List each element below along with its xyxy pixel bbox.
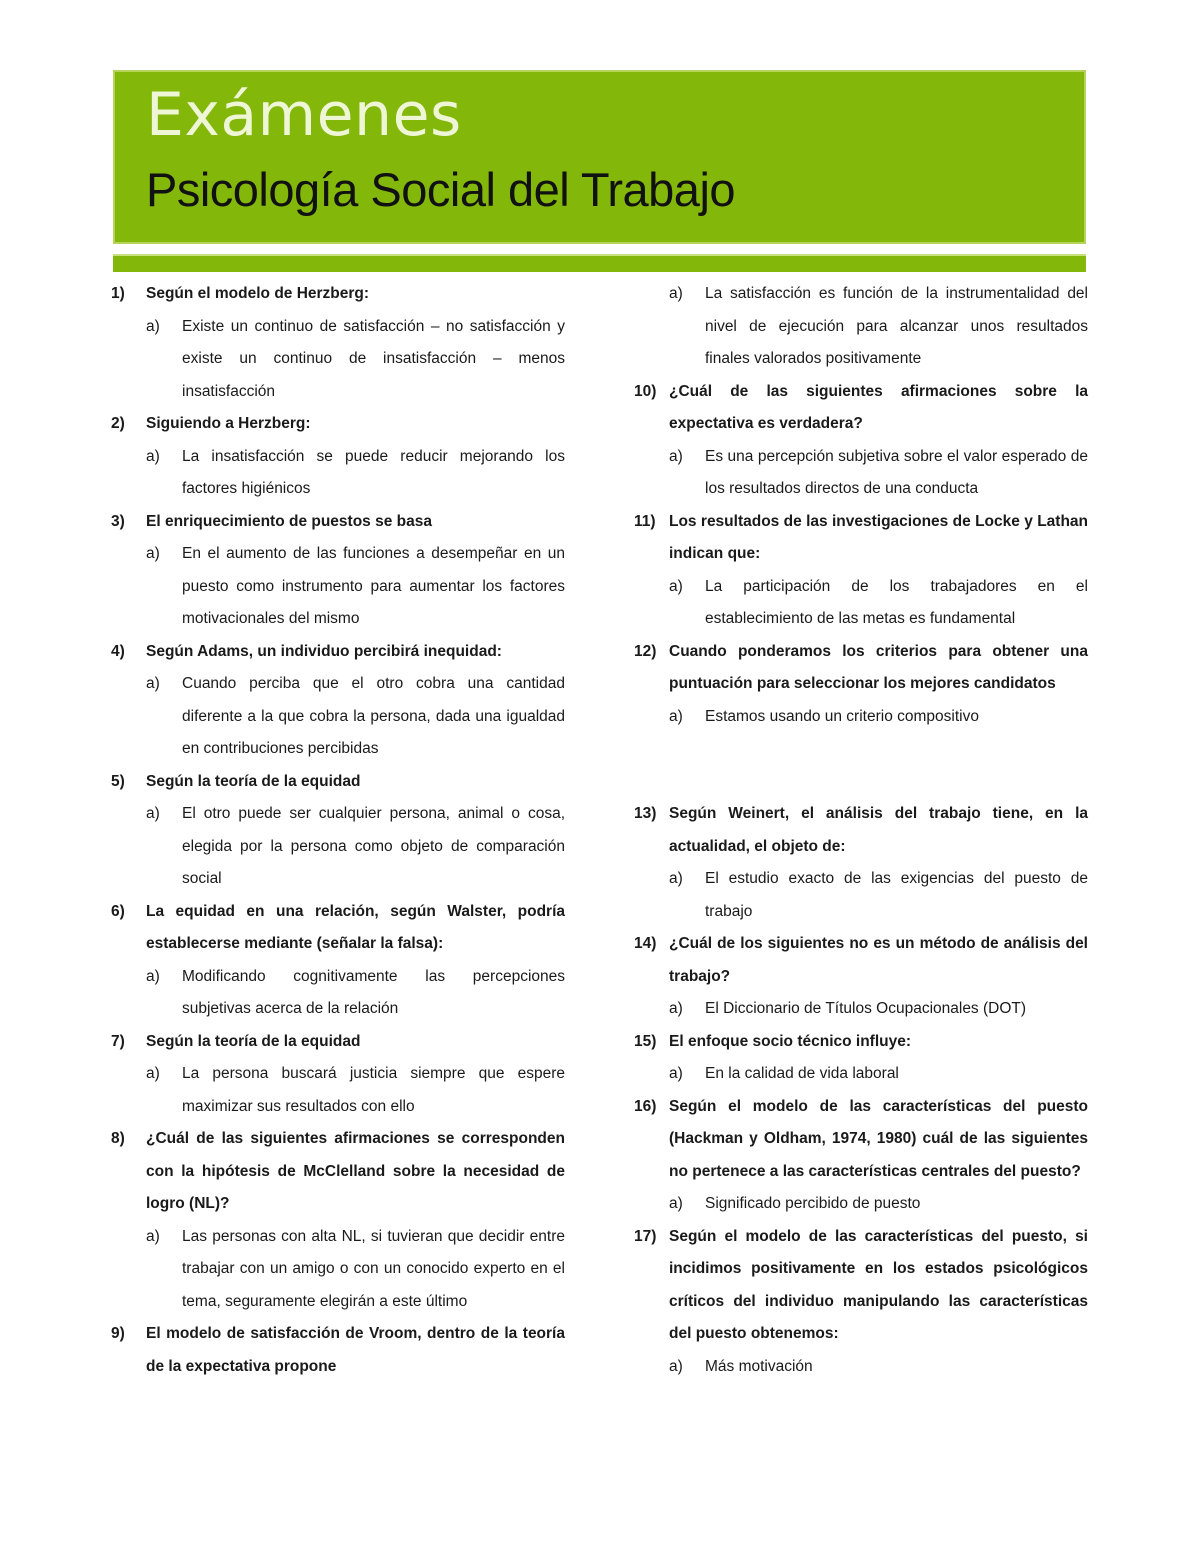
question-number: 1) xyxy=(111,285,125,302)
left-column xyxy=(111,278,565,1383)
question-text: El enfoque socio técnico influye: xyxy=(669,1032,912,1050)
answer-text: El otro puede ser cualquier persona, animal o cosa, elegida por la persona como objeto de comparación social xyxy=(182,805,565,887)
question-9 xyxy=(111,1318,565,1383)
answer-text: La persona buscará justicia siempre que espere maximizar sus resultados con ello xyxy=(182,1065,565,1115)
question-text: Según la teoría de la equidad xyxy=(146,1032,361,1050)
question-number: 6) xyxy=(111,902,125,920)
answer-7 xyxy=(111,1058,565,1123)
answer-11 xyxy=(634,571,1088,636)
answer-9 xyxy=(634,278,1088,376)
question-6 xyxy=(111,896,565,961)
answer-text: Cuando perciba que el otro cobra una cantidad diferente a la que cobra la persona, dada una igualdad en contribuciones percibidas xyxy=(182,675,565,757)
answer-text: La insatisfacción se puede reducir mejorando los factores higiénicos xyxy=(182,447,565,497)
question-number: 2) xyxy=(111,415,125,432)
question-16 xyxy=(634,1091,1088,1189)
question-1 xyxy=(111,278,565,311)
answer-letter: a) xyxy=(669,285,683,302)
title-banner xyxy=(113,70,1086,244)
answer-10 xyxy=(634,441,1088,506)
answer-12 xyxy=(634,701,1088,734)
answer-17 xyxy=(634,1351,1088,1384)
question-number: 7) xyxy=(111,1032,125,1050)
answer-letter: a) xyxy=(146,967,160,985)
question-text: ¿Cuál de las siguientes afirmaciones se corresponden con la hipótesis de McClelland sobre la necesidad de logro (NL)? xyxy=(146,1130,565,1212)
page-title: Exámenes xyxy=(146,80,462,150)
answer-14 xyxy=(634,993,1088,1026)
answer-letter: a) xyxy=(146,805,160,822)
question-number: 10) xyxy=(634,382,657,400)
header-divider xyxy=(113,254,1086,272)
question-2 xyxy=(111,408,565,441)
question-number: 5) xyxy=(111,772,125,790)
answer-letter: a) xyxy=(669,1000,683,1017)
question-number: 9) xyxy=(111,1325,125,1342)
answer-letter: a) xyxy=(146,545,160,562)
question-text: Siguiendo a Herzberg: xyxy=(146,415,311,432)
answer-letter: a) xyxy=(146,317,160,335)
question-number: 3) xyxy=(111,512,125,530)
answer-15 xyxy=(634,1058,1088,1091)
answer-letter: a) xyxy=(669,1195,683,1212)
answer-letter: a) xyxy=(146,1227,160,1245)
question-10 xyxy=(634,376,1088,441)
question-17 xyxy=(634,1221,1088,1351)
question-3 xyxy=(111,506,565,539)
question-14 xyxy=(634,928,1088,993)
answer-text: Modificando cognitivamente las percepciones subjetivas acerca de la relación xyxy=(182,967,565,1017)
question-number: 17) xyxy=(634,1227,657,1245)
answer-letter: a) xyxy=(669,1065,683,1082)
answer-letter: a) xyxy=(146,1065,160,1082)
answer-letter: a) xyxy=(669,447,683,465)
column-gap xyxy=(634,733,1088,798)
question-text: Los resultados de las investigaciones de Locke y Lathan indican que: xyxy=(669,512,1088,562)
answer-text: El estudio exacto de las exigencias del puesto de trabajo xyxy=(705,870,1088,920)
question-text: Según el modelo de las características del puesto, si incidimos positivamente en los estados psicológicos críticos del individuo manipulando las características del puesto obtenemos: xyxy=(669,1227,1088,1342)
answer-text: Las personas con alta NL, si tuvieran que decidir entre trabajar con un amigo o con un conocido experto en el tema, seguramente elegirán a este último xyxy=(182,1227,565,1310)
page-subtitle: Psicología Social del Trabajo xyxy=(146,163,736,216)
answer-6 xyxy=(111,961,565,1026)
answer-2 xyxy=(111,441,565,506)
answer-text: El Diccionario de Títulos Ocupacionales (DOT) xyxy=(705,1000,1027,1017)
answer-text: La satisfacción es función de la instrumentalidad del nivel de ejecución para alcanzar unos resultados finales valorados positivamente xyxy=(705,285,1088,367)
answer-letter: a) xyxy=(669,707,683,725)
answer-1 xyxy=(111,311,565,409)
answer-letter: a) xyxy=(669,577,683,595)
question-text: Según Weinert, el análisis del trabajo tiene, en la actualidad, el objeto de: xyxy=(669,805,1088,855)
question-number: 8) xyxy=(111,1130,125,1147)
question-7 xyxy=(111,1026,565,1059)
question-number: 12) xyxy=(634,642,657,660)
answer-3 xyxy=(111,538,565,636)
question-number: 4) xyxy=(111,642,125,660)
question-text: ¿Cuál de los siguientes no es un método de análisis del trabajo? xyxy=(669,935,1088,985)
answer-5 xyxy=(111,798,565,896)
answer-text: Es una percepción subjetiva sobre el valor esperado de los resultados directos de una conducta xyxy=(705,447,1088,497)
answer-letter: a) xyxy=(669,1357,683,1375)
question-4 xyxy=(111,636,565,669)
question-number: 14) xyxy=(634,935,657,952)
question-8 xyxy=(111,1123,565,1221)
question-number: 13) xyxy=(634,805,657,822)
answer-text: Más motivación xyxy=(705,1357,813,1375)
question-number: 11) xyxy=(634,512,656,530)
answer-8 xyxy=(111,1221,565,1319)
question-15 xyxy=(634,1026,1088,1059)
question-text: Según la teoría de la equidad xyxy=(146,772,361,790)
question-text: ¿Cuál de las siguientes afirmaciones sobre la expectativa es verdadera? xyxy=(669,382,1088,432)
answer-13 xyxy=(634,863,1088,928)
answer-4 xyxy=(111,668,565,766)
answer-text: Existe un continuo de satisfacción – no satisfacción y existe un continuo de insatisfacción – menos insatisfacción xyxy=(182,317,565,400)
question-text: El enriquecimiento de puestos se basa xyxy=(146,512,432,530)
question-text: La equidad en una relación, según Walster, podría establecerse mediante (señalar la falsa): xyxy=(146,902,565,952)
question-number: 15) xyxy=(634,1032,657,1050)
answer-16 xyxy=(634,1188,1088,1221)
question-number: 16) xyxy=(634,1097,657,1115)
question-11 xyxy=(634,506,1088,571)
answer-text: Significado percibido de puesto xyxy=(705,1195,921,1212)
answer-letter: a) xyxy=(146,675,160,692)
question-5 xyxy=(111,766,565,799)
question-text: El modelo de satisfacción de Vroom, dentro de la teoría de la expectativa propone xyxy=(146,1325,565,1375)
answer-letter: a) xyxy=(669,870,683,887)
answer-text: En la calidad de vida laboral xyxy=(705,1065,899,1082)
question-text: Según el modelo de las características del puesto (Hackman y Oldham, 1974, 1980) cuál de las siguientes no pertenece a las características centrales del puesto? xyxy=(669,1097,1088,1180)
question-text: Según el modelo de Herzberg: xyxy=(146,285,370,302)
right-column xyxy=(634,278,1088,1383)
question-12 xyxy=(634,636,1088,701)
answer-text: La participación de los trabajadores en el establecimiento de las metas es fundamental xyxy=(705,577,1088,627)
answer-text: En el aumento de las funciones a desempeñar en un puesto como instrumento para aumentar los factores motivacionales del mismo xyxy=(182,545,565,627)
answer-letter: a) xyxy=(146,447,160,465)
question-text: Según Adams, un individuo percibirá inequidad: xyxy=(146,642,502,660)
question-13 xyxy=(634,798,1088,863)
question-text: Cuando ponderamos los criterios para obtener una puntuación para seleccionar los mejores candidatos xyxy=(669,642,1088,692)
answer-text: Estamos usando un criterio compositivo xyxy=(705,707,979,725)
